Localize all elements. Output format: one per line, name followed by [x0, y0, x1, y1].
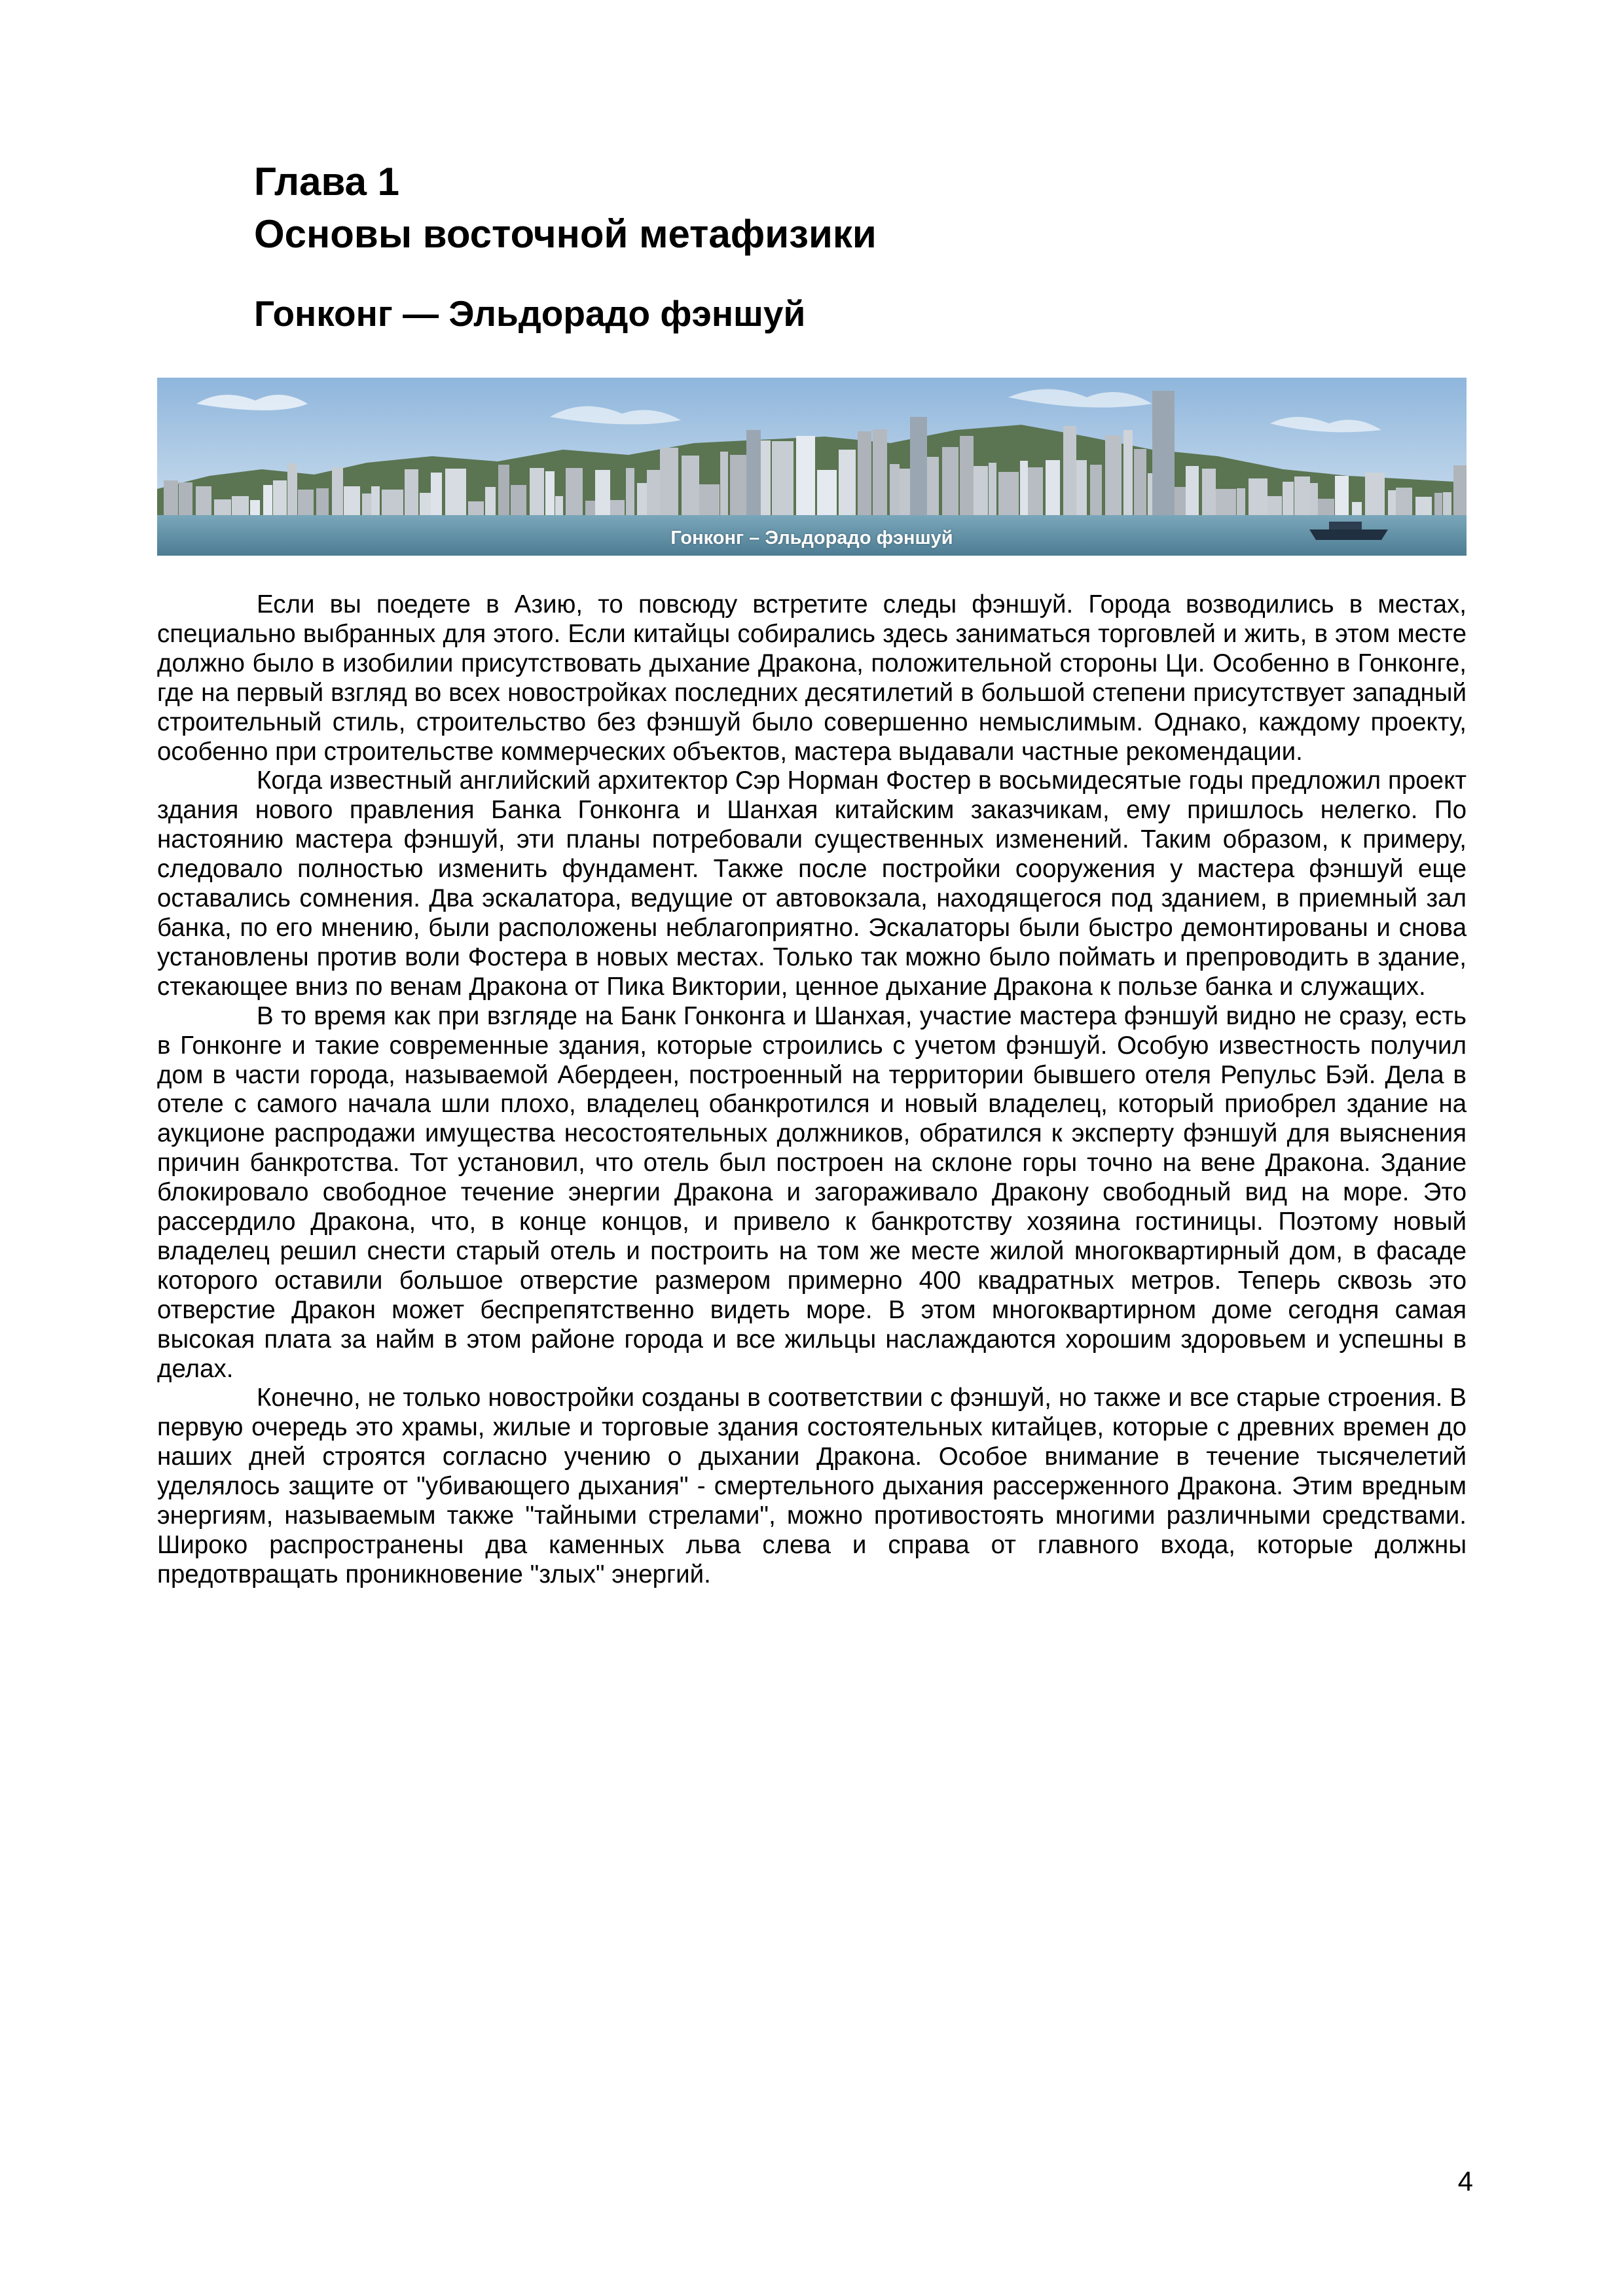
- building: [660, 448, 678, 515]
- building: [485, 487, 496, 515]
- building: [1283, 482, 1294, 515]
- building: [1443, 492, 1451, 515]
- building: [989, 463, 996, 515]
- building: [1318, 499, 1334, 515]
- building: [1202, 469, 1216, 515]
- building: [595, 470, 610, 515]
- building: [498, 465, 509, 515]
- building: [873, 429, 887, 515]
- building: [555, 496, 563, 515]
- building: [942, 447, 958, 515]
- building: [445, 469, 466, 515]
- building: [1267, 496, 1282, 515]
- hong-kong-skyline-image: [157, 378, 1467, 556]
- building: [405, 469, 418, 515]
- building: [1046, 460, 1060, 515]
- building: [362, 493, 371, 515]
- building: [1028, 467, 1043, 515]
- building: [1076, 460, 1087, 515]
- building: [344, 486, 360, 515]
- building: [196, 486, 211, 515]
- chapter-heading: [254, 156, 1498, 260]
- building: [682, 456, 699, 515]
- building: [298, 490, 314, 515]
- section-title: Гонконг — Эльдорадо фэншуй: [254, 293, 806, 334]
- building: [1216, 489, 1236, 515]
- tower: [746, 430, 761, 515]
- chapter-number: Глава 1: [254, 160, 400, 204]
- building: [1123, 430, 1133, 515]
- paragraph: Конечно, не только новостройки созданы в соответствии с фэншуй, но также и все старые строения. В первую очередь это храмы, жилые и торговые здания состоятельных китайцев, которые с древних времен до наших дней строятся согласно учению о дыхании Дракона. Особое внимание в течение тысячелетий уделялось защите от "убивающего дыхания" - смертельного дыхания рассерженного Дракона. Этим вредным энергиям, называемым также "тайными стрелами", можно противостоять многими различными средствами. Широко распространены два каменных льва слева и справа от главного входа, которые должны предотвращать проникновение "злых" энергий.: [157, 1384, 1467, 1588]
- paragraph: Если вы поедете в Азию, то повсюду встретите следы фэншуй. Города возводились в местах, специально выбранных для этого. Если китайцы собирались здесь заниматься торговлей и жить, в этом месте должно было в изобилии присутствовать дыхание Дракона, положительной стороны Ци. Особенно в Гонконге, где на первый взгляд во всех новостройках последних десятилетий в большой степени присутствует западный строительный стиль, строительство без фэншуй было совершенно немыслимым. Однако, каждому проекту, особенно при строительстве коммерческих объектов, мастера выдавали частные рекомендации.: [157, 590, 1467, 766]
- building: [1134, 449, 1146, 515]
- building: [796, 436, 815, 515]
- building: [1020, 461, 1028, 515]
- building: [287, 463, 297, 515]
- building: [232, 496, 249, 515]
- building: [179, 482, 192, 515]
- chapter-title: Основы восточной метафизики: [254, 212, 877, 256]
- paragraph: В то время как при взгляде на Банк Гонконга и Шанхая, участие мастера фэншуй видно не сразу, есть в Гонконге и такие современные здания, которые строились с учетом фэншуй. Особую известность получил дом в части города, называемой Абердеен, построенный на территории бывшего отеля Репульс Бэй. Дела в отеле с самого начала шли плохо, владелец обанкротился и новый владелец, который приобрел здание на аукционе распродажи имущества несостоятельных должников, обратился к эксперту фэншуй для выяснения причин банкротства. Тот установил, что отель был построен на склоне горы точно на вене Дракона. Здание блокировало свободное течение энергии Дракона и загораживало Дракону свободный вид на море. Это рассердило Дракона, что, в конце концов, и привело к банкротству хозяина гостиницы. Поэтому новый владелец решил снести старый отель и построить на том же месте жилой многоквартирный дом, в фасаде которого оставили большое отверстие размером примерно 400 квадратных метров. Теперь сквозь это отверстие Дракон может беспрепятственно видеть море. В этом многоквартирном доме сегодня самая высокая плата за найм в этом районе города и все жильцы наслаждаются хорошим здоровьем и успешны в делах.: [157, 1001, 1467, 1383]
- building: [637, 483, 647, 515]
- building: [1237, 488, 1245, 515]
- building: [1396, 488, 1412, 515]
- building: [420, 493, 431, 515]
- building: [1294, 476, 1310, 515]
- building: [647, 470, 660, 515]
- image-caption: Гонконг – Эльдорадо фэншуй: [670, 528, 953, 548]
- building: [974, 466, 988, 515]
- building: [371, 486, 380, 515]
- page-number: 4: [1457, 2166, 1473, 2197]
- building: [250, 500, 260, 515]
- tower: [910, 417, 927, 515]
- building: [1090, 465, 1102, 515]
- building: [772, 441, 793, 515]
- building: [316, 488, 329, 515]
- building: [530, 468, 544, 515]
- building: [817, 470, 837, 515]
- building: [1186, 466, 1199, 515]
- building: [1249, 478, 1267, 515]
- building: [1335, 476, 1349, 515]
- building: [720, 452, 728, 515]
- building: [1365, 473, 1385, 515]
- building: [1310, 483, 1318, 515]
- building: [839, 450, 856, 515]
- building: [468, 501, 484, 515]
- building: [998, 472, 1019, 515]
- building: [626, 468, 634, 515]
- building: [566, 468, 583, 515]
- building: [890, 464, 900, 515]
- building: [273, 480, 287, 515]
- building: [263, 485, 272, 515]
- building: [164, 480, 178, 515]
- building: [610, 500, 625, 515]
- building: [545, 471, 555, 515]
- building: [1453, 465, 1467, 515]
- tower: [1152, 391, 1175, 515]
- building: [1415, 497, 1432, 515]
- body-text: [157, 590, 1467, 1590]
- building: [960, 436, 974, 515]
- building: [1352, 502, 1362, 515]
- building: [1388, 490, 1396, 515]
- building: [511, 485, 526, 515]
- building: [382, 490, 403, 515]
- building: [1063, 426, 1076, 515]
- building: [699, 484, 720, 515]
- building: [858, 431, 871, 515]
- paragraph: Когда известный английский архитектор Сэр Норман Фостер в восьмидесятые годы предложил проект здания нового правления Банка Гонконга и Шанхая китайским заказчикам, ему пришлось нелегко. По настоянию мастера фэншуй, эти планы потребовали существенных изменений. Таким образом, к примеру, следовало полностью изменить фундамент. Также после постройки сооружения у мастера фэншуй еще оставались сомнения. Два эскалатора, ведущие от автовокзала, находящегося под зданием, в приемный зал банка, по его мнению, были расположены неблагоприятно. Эскалаторы были быстро демонтированы и снова установлены против воли Фостера в новых местах. Только так можно было поймать и препроводить в здание, стекающее вниз по венам Дракона от Пика Виктории, ценное дыхание Дракона к пользе банка и служащих.: [157, 766, 1467, 1001]
- building: [585, 501, 595, 515]
- building: [214, 499, 231, 515]
- building: [332, 467, 343, 515]
- building: [1434, 493, 1442, 515]
- building: [1105, 435, 1122, 515]
- building: [431, 473, 442, 515]
